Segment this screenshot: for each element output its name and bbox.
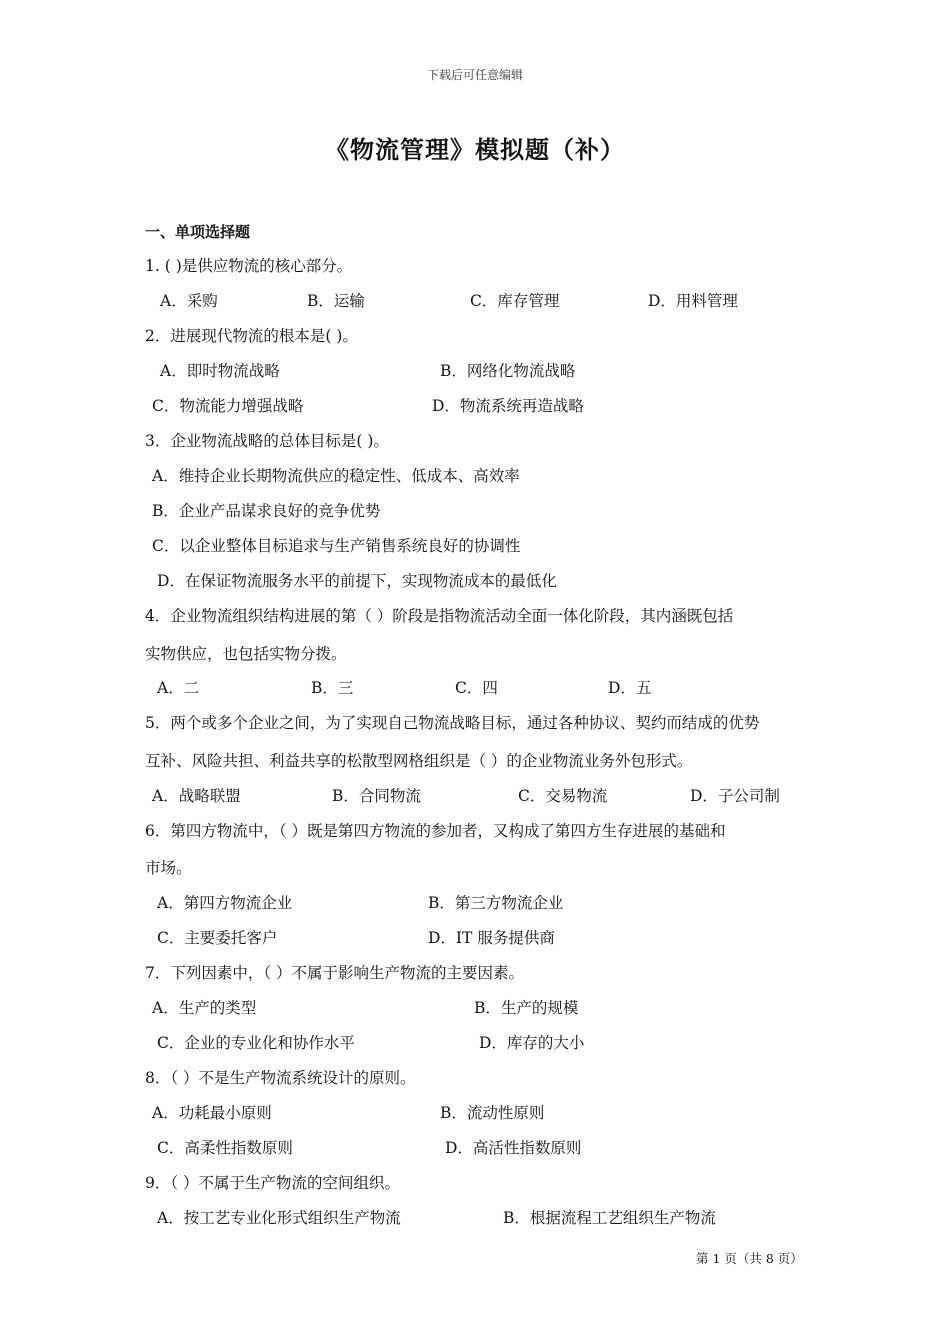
option: A．功耗最小原则 — [152, 1104, 272, 1122]
option: B．合同物流 — [332, 787, 421, 805]
option: B．流动性原则 — [440, 1104, 545, 1122]
option: C．交易物流 — [518, 787, 608, 805]
option: D．高活性指数原则 — [445, 1139, 582, 1157]
option: B．生产的规模 — [474, 999, 579, 1017]
option: C．企业的专业化和协作水平 — [157, 1034, 355, 1052]
option: D．物流系统再造战略 — [432, 397, 584, 415]
option: C．主要委托客户 — [157, 929, 278, 947]
option: A．采购 — [160, 292, 218, 310]
option: B．网络化物流战略 — [440, 362, 576, 380]
option: B．企业产品谋求良好的竞争优势 — [152, 502, 381, 520]
option: D．IT 服务提供商 — [428, 929, 555, 947]
question-stem: 1. ( )是供应物流的核心部分。 — [145, 257, 353, 275]
page-title: 《物流管理》模拟题（补） — [325, 135, 625, 164]
option: C．以企业整体目标追求与生产销售系统良好的协调性 — [152, 537, 521, 555]
question-stem: 2．进展现代物流的根本是( )。 — [145, 327, 358, 345]
option: D．库存的大小 — [479, 1034, 585, 1052]
option: B．运输 — [307, 292, 365, 310]
option: D．在保证物流服务水平的前提下，实现物流成本的最低化 — [157, 572, 557, 590]
option: D．五 — [608, 679, 652, 697]
page-header: 下载后可任意编辑 — [426, 68, 523, 82]
option: A．生产的类型 — [152, 999, 257, 1017]
option: A．二 — [157, 679, 200, 697]
option: A．维持企业长期物流供应的稳定性、低成本、高效率 — [152, 467, 520, 485]
option: B．三 — [311, 679, 354, 697]
question-stem: 8．（ ）不是生产物流系统设计的原则。 — [145, 1069, 416, 1087]
question-stem-continued: 互补、风险共担、利益共享的松散型网格组织是（ ）的企业物流业务外包形式。 — [145, 752, 693, 770]
page-footer: 第 1 页（共 8 页） — [696, 1251, 803, 1266]
option: B．根据流程工艺组织生产物流 — [503, 1209, 716, 1227]
question-stem-continued: 实物供应，也包括实物分拨。 — [145, 645, 347, 663]
option: C．物流能力增强战略 — [152, 397, 304, 415]
option: A．第四方物流企业 — [157, 894, 293, 912]
question-stem: 3．企业物流战略的总体目标是( )。 — [145, 432, 389, 450]
question-stem: 9．（ ）不属于生产物流的空间组织。 — [145, 1174, 401, 1192]
option: D．子公司制 — [690, 787, 780, 805]
question-stem: 6．第四方物流中，（ ）既是第四方物流的参加者，又构成了第四方生存进展的基础和 — [145, 822, 726, 840]
question-stem: 5．两个或多个企业之间，为了实现自己物流战略目标，通过各种协议、契约而结成的优势 — [145, 714, 760, 732]
option: B．第三方物流企业 — [428, 894, 564, 912]
section-heading: 一、单项选择题 — [145, 223, 251, 241]
question-stem: 4．企业物流组织结构进展的第（ ）阶段是指物流活动全面一体化阶段，其内涵既包括 — [145, 607, 734, 625]
option: A．即时物流战略 — [160, 362, 280, 380]
question-stem-continued: 市场。 — [145, 859, 192, 877]
option: C．高柔性指数原则 — [157, 1139, 293, 1157]
option: A．战略联盟 — [152, 787, 241, 805]
question-stem: 7．下列因素中，（ ）不属于影响生产物流的主要因素。 — [145, 964, 525, 982]
option: A．按工艺专业化形式组织生产物流 — [157, 1209, 401, 1227]
option: C．四 — [455, 679, 498, 697]
option: C．库存管理 — [470, 292, 560, 310]
option: D．用料管理 — [648, 292, 738, 310]
